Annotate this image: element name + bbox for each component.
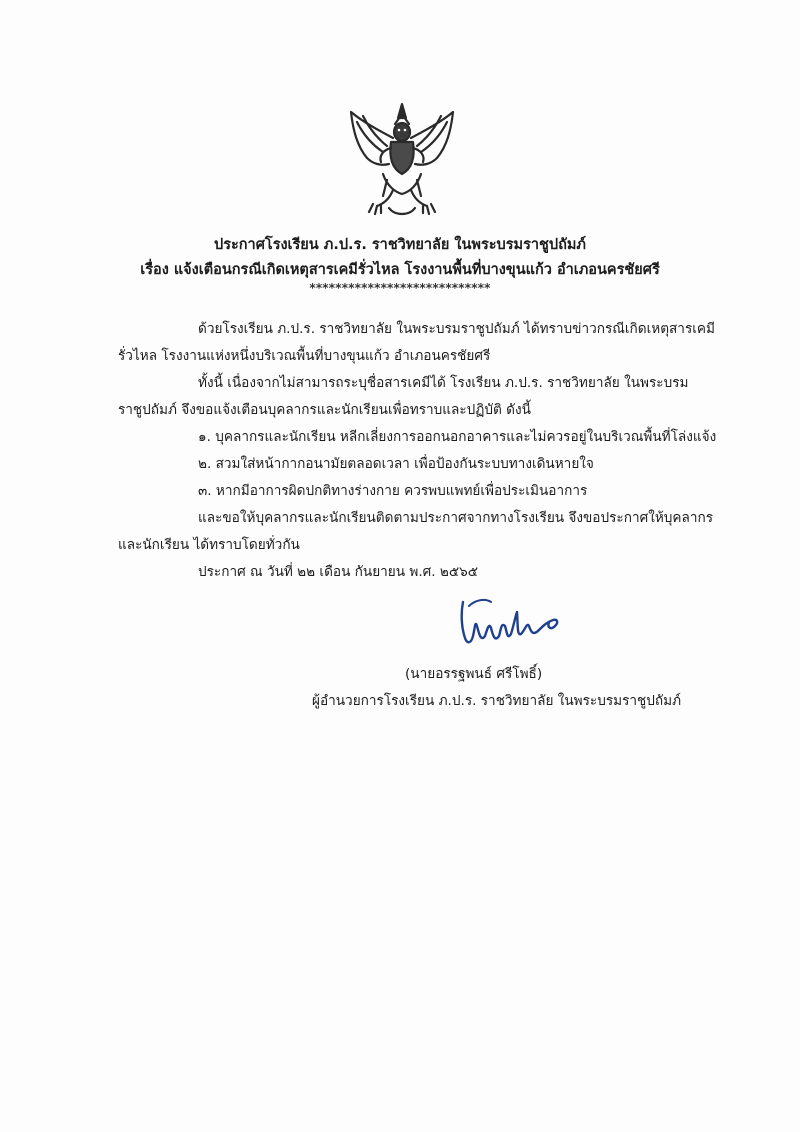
paragraph-3-line-2: และนักเรียน ได้ทราบโดยทั่วกัน: [118, 537, 300, 553]
title-separator: ****************************: [309, 281, 491, 295]
paragraph-1-line-2: รั่วไหล โรงงานแห่งหนึ่งบริเวณพื้นที่บางขุนแก้ว อำเภอนครชัยศรี: [118, 348, 491, 364]
list-item: ๓. หากมีอาการผิดปกติทางร่างกาย ควรพบแพทย์เพื่อประเมินอาการ: [198, 483, 588, 499]
list-item: ๒. สวมใส่หน้ากากอนามัยตลอดเวลา เพื่อป้องกันระบบทางเดินหายใจ: [198, 456, 594, 472]
handwritten-signature: [455, 592, 565, 652]
document-title: ประกาศโรงเรียน ภ.ป.ร. ราชวิทยาลัย ในพระบรมราชูปถัมภ์: [214, 237, 586, 253]
paragraph-2-line-1: ทั้งนี้ เนื่องจากไม่สามารถระบุชื่อสารเคมีได้ โรงเรียน ภ.ป.ร. ราชวิทยาลัย ในพระบรม: [198, 375, 689, 391]
garuda-emblem-icon: [343, 100, 461, 218]
signer-name: (นายอรรฐพนธ์ ศรีโพธิ์): [405, 666, 543, 682]
announcement-date: ประกาศ ณ วันที่ ๒๒ เดือน กันยายน พ.ศ. ๒๕๖๕: [198, 564, 479, 580]
signer-position: ผู้อำนวยการโรงเรียน ภ.ป.ร. ราชวิทยาลัย ในพระบรมราชูปถัมภ์: [312, 693, 682, 709]
paragraph-1-line-1: ด้วยโรงเรียน ภ.ป.ร. ราชวิทยาลัย ในพระบรมราชูปถัมภ์ ได้ทราบข่าวกรณีเกิดเหตุสารเคมี: [198, 321, 715, 337]
paragraph-2-line-2: ราชูปถัมภ์ จึงขอแจ้งเตือนบุคลากรและนักเรียนเพื่อทราบและปฏิบัติ ดังนี้: [118, 402, 531, 418]
document-subject: เรื่อง แจ้งเตือนกรณีเกิดเหตุสารเคมีรั่วไหล โรงงานพื้นที่บางขุนแก้ว อำเภอนครชัยศรี: [140, 262, 660, 278]
list-item: ๑. บุคลากรและนักเรียน หลีกเลี่ยงการออกนอกอาคารและไม่ควรอยู่ในบริเวณพื้นที่โล่งแจ้ง: [198, 429, 717, 445]
paragraph-3-line-1: และขอให้บุคลากรและนักเรียนติดตามประกาศจากทางโรงเรียน จึงขอประกาศให้บุคลากร: [198, 510, 714, 526]
